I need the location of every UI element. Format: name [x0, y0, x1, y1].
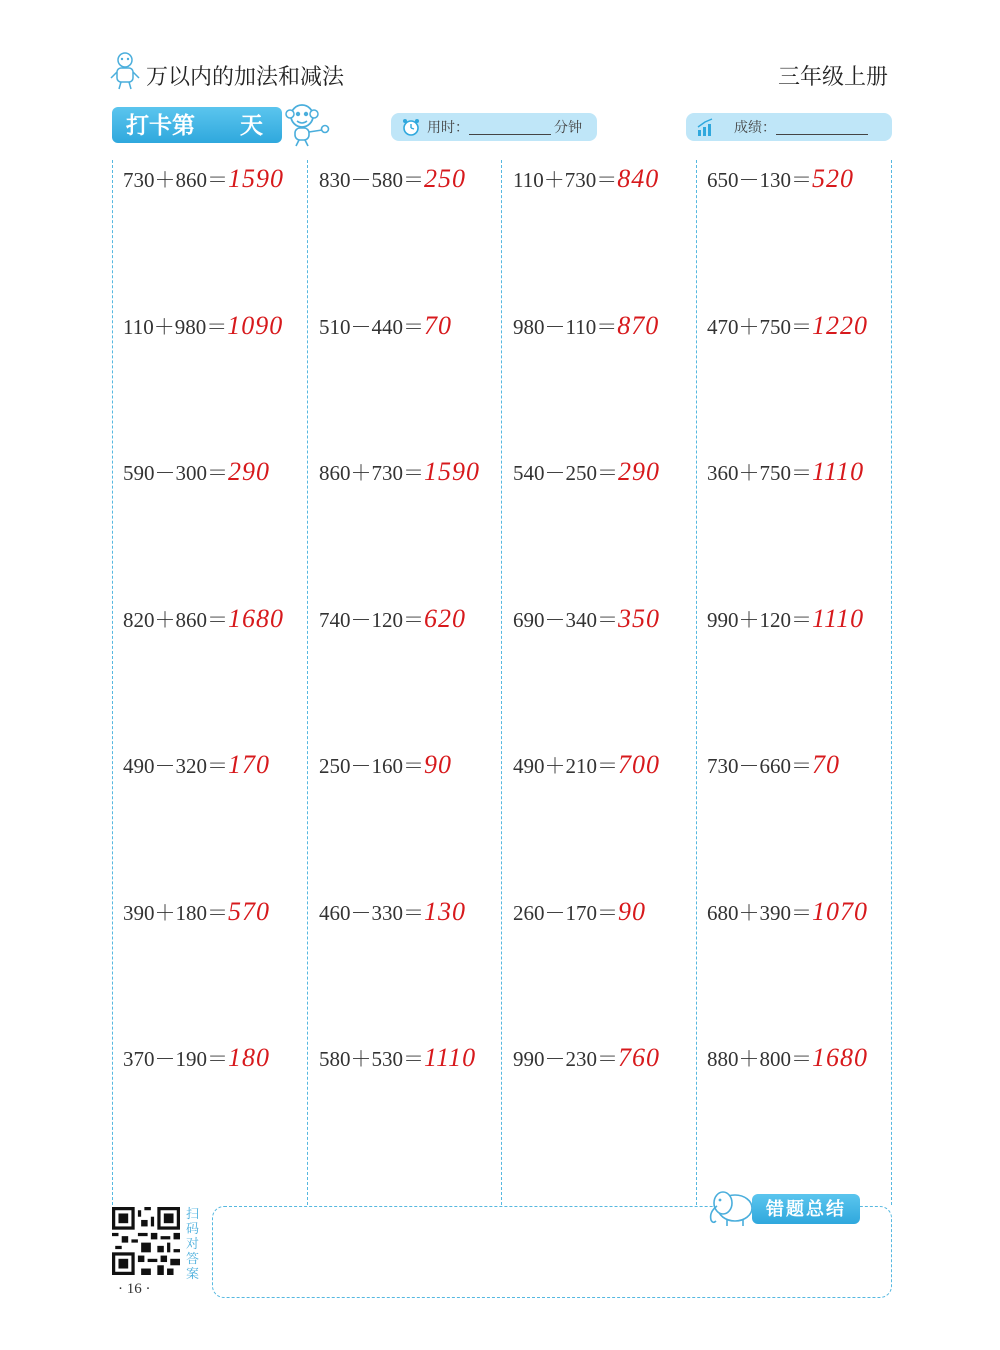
- problem-item: [123, 457, 270, 487]
- score-field: [686, 113, 892, 141]
- problem-question: 680＋390＝: [707, 900, 812, 925]
- elephant-mascot-icon: [705, 1186, 757, 1228]
- problem-item: [123, 1043, 270, 1073]
- bar-chart-icon: [696, 117, 716, 137]
- handwritten-answer[interactable]: 90: [424, 750, 452, 779]
- handwritten-answer[interactable]: 620: [424, 603, 466, 633]
- time-unit: 分钟: [554, 119, 582, 135]
- problem-item: [513, 457, 660, 487]
- handwritten-answer[interactable]: 1110: [812, 603, 865, 633]
- handwritten-answer[interactable]: 250: [424, 164, 466, 193]
- handwritten-answer[interactable]: 870: [617, 310, 660, 340]
- problem-question: 990－230＝: [513, 1047, 618, 1071]
- handwritten-answer[interactable]: 180: [228, 1043, 270, 1072]
- problem-item: [123, 604, 284, 634]
- handwritten-answer[interactable]: 570: [228, 896, 270, 926]
- alarm-clock-icon: [401, 117, 421, 137]
- handwritten-answer[interactable]: 1070: [812, 896, 868, 926]
- problem-item: [319, 1043, 476, 1073]
- monkey-mascot-icon: [282, 100, 332, 148]
- page-number: · 16 ·: [118, 1281, 151, 1297]
- column-divider: [891, 160, 892, 1205]
- problem-question: 690－340＝: [513, 607, 618, 632]
- problem-question: 580＋530＝: [319, 1047, 424, 1071]
- time-input-line[interactable]: [469, 120, 551, 135]
- problem-item: [707, 604, 864, 634]
- handwritten-answer[interactable]: 170: [228, 750, 270, 779]
- problem-item: [707, 164, 854, 194]
- handwritten-answer[interactable]: 350: [618, 603, 660, 633]
- score-input-line[interactable]: [776, 120, 868, 135]
- problem-item: [513, 164, 659, 194]
- problem-item: [513, 604, 660, 634]
- problem-item: [319, 604, 466, 634]
- checkin-label-right: 天: [240, 112, 263, 138]
- problem-question: 370－190＝: [123, 1047, 228, 1071]
- problem-item: [513, 897, 646, 927]
- problem-question: 460－330＝: [319, 900, 424, 925]
- page-title: 万以内的加法和减法: [146, 64, 345, 89]
- problem-item: [319, 457, 480, 487]
- problem-item: [123, 164, 284, 194]
- problem-item: [319, 311, 452, 341]
- handwritten-answer[interactable]: 70: [812, 750, 840, 779]
- mascot-logo-icon: [108, 50, 142, 90]
- problem-question: 540－250＝: [513, 461, 618, 485]
- problem-item: [707, 897, 868, 927]
- problem-question: 490－320＝: [123, 754, 228, 778]
- handwritten-answer[interactable]: 1680: [812, 1043, 868, 1072]
- problem-question: 360＋750＝: [707, 461, 812, 485]
- mistake-summary-label: 错题总结: [752, 1194, 860, 1224]
- problem-question: 740－120＝: [319, 607, 424, 632]
- checkin-label-left: 打卡第: [126, 112, 195, 138]
- handwritten-answer[interactable]: 1590: [424, 457, 480, 486]
- problem-item: [707, 750, 840, 780]
- problem-item: [123, 897, 270, 927]
- problem-item: [707, 457, 864, 487]
- problem-question: 990＋120＝: [707, 607, 812, 632]
- handwritten-answer[interactable]: 700: [618, 750, 660, 779]
- problem-item: [319, 750, 452, 780]
- problem-question: 830－580＝: [319, 168, 424, 192]
- problem-question: 820＋860＝: [123, 607, 228, 632]
- handwritten-answer[interactable]: 840: [617, 164, 660, 193]
- problem-item: [123, 750, 270, 780]
- problem-item: [707, 1043, 868, 1073]
- problem-question: 510－440＝: [319, 314, 424, 339]
- problem-question: 650－130＝: [707, 168, 812, 192]
- problem-item: [513, 311, 659, 341]
- problem-question: 390＋180＝: [123, 900, 228, 925]
- score-label: 成绩：: [734, 119, 776, 135]
- handwritten-answer[interactable]: 70: [424, 310, 452, 340]
- handwritten-answer[interactable]: 520: [812, 164, 854, 193]
- column-divider: [112, 160, 113, 1205]
- problem-question: 730－660＝: [707, 754, 812, 778]
- problem-question: 980－110＝: [513, 314, 618, 339]
- problem-question: 860＋730＝: [319, 461, 424, 485]
- handwritten-answer[interactable]: 1090: [227, 310, 284, 340]
- problem-question: 250－160＝: [319, 754, 424, 778]
- handwritten-answer[interactable]: 130: [424, 896, 466, 926]
- time-field: [391, 113, 597, 141]
- handwritten-answer[interactable]: 90: [618, 896, 646, 926]
- column-divider: [696, 160, 697, 1205]
- problem-item: [707, 311, 868, 341]
- problem-item: [319, 897, 466, 927]
- handwritten-answer[interactable]: 1680: [228, 603, 284, 633]
- problem-item: [513, 1043, 660, 1073]
- qr-code-icon[interactable]: [112, 1207, 180, 1275]
- handwritten-answer[interactable]: 290: [618, 457, 660, 486]
- grade-label: 三年级上册: [777, 64, 888, 89]
- problem-question: 490＋210＝: [513, 754, 618, 778]
- scan-answer-label: 扫码对答案: [186, 1206, 200, 1281]
- column-divider: [501, 160, 502, 1205]
- problem-item: [513, 750, 660, 780]
- checkin-banner: [112, 107, 282, 143]
- problem-question: 110＋730＝: [513, 168, 618, 192]
- handwritten-answer[interactable]: 290: [228, 457, 270, 486]
- handwritten-answer[interactable]: 1110: [424, 1043, 477, 1072]
- problem-item: [123, 311, 283, 341]
- handwritten-answer[interactable]: 760: [618, 1043, 660, 1072]
- problem-item: [319, 164, 466, 194]
- problem-question: 730＋860＝: [123, 168, 228, 192]
- problem-question: 590－300＝: [123, 461, 228, 485]
- problem-question: 470＋750＝: [707, 314, 812, 339]
- problem-question: 880＋800＝: [707, 1047, 812, 1071]
- problem-question: 260－170＝: [513, 900, 618, 925]
- time-label: 用时：: [427, 119, 469, 135]
- handwritten-answer[interactable]: 1590: [228, 164, 284, 193]
- problem-question: 110＋980＝: [123, 314, 228, 339]
- handwritten-answer[interactable]: 1110: [812, 457, 865, 486]
- column-divider: [307, 160, 308, 1205]
- handwritten-answer[interactable]: 1220: [812, 310, 868, 340]
